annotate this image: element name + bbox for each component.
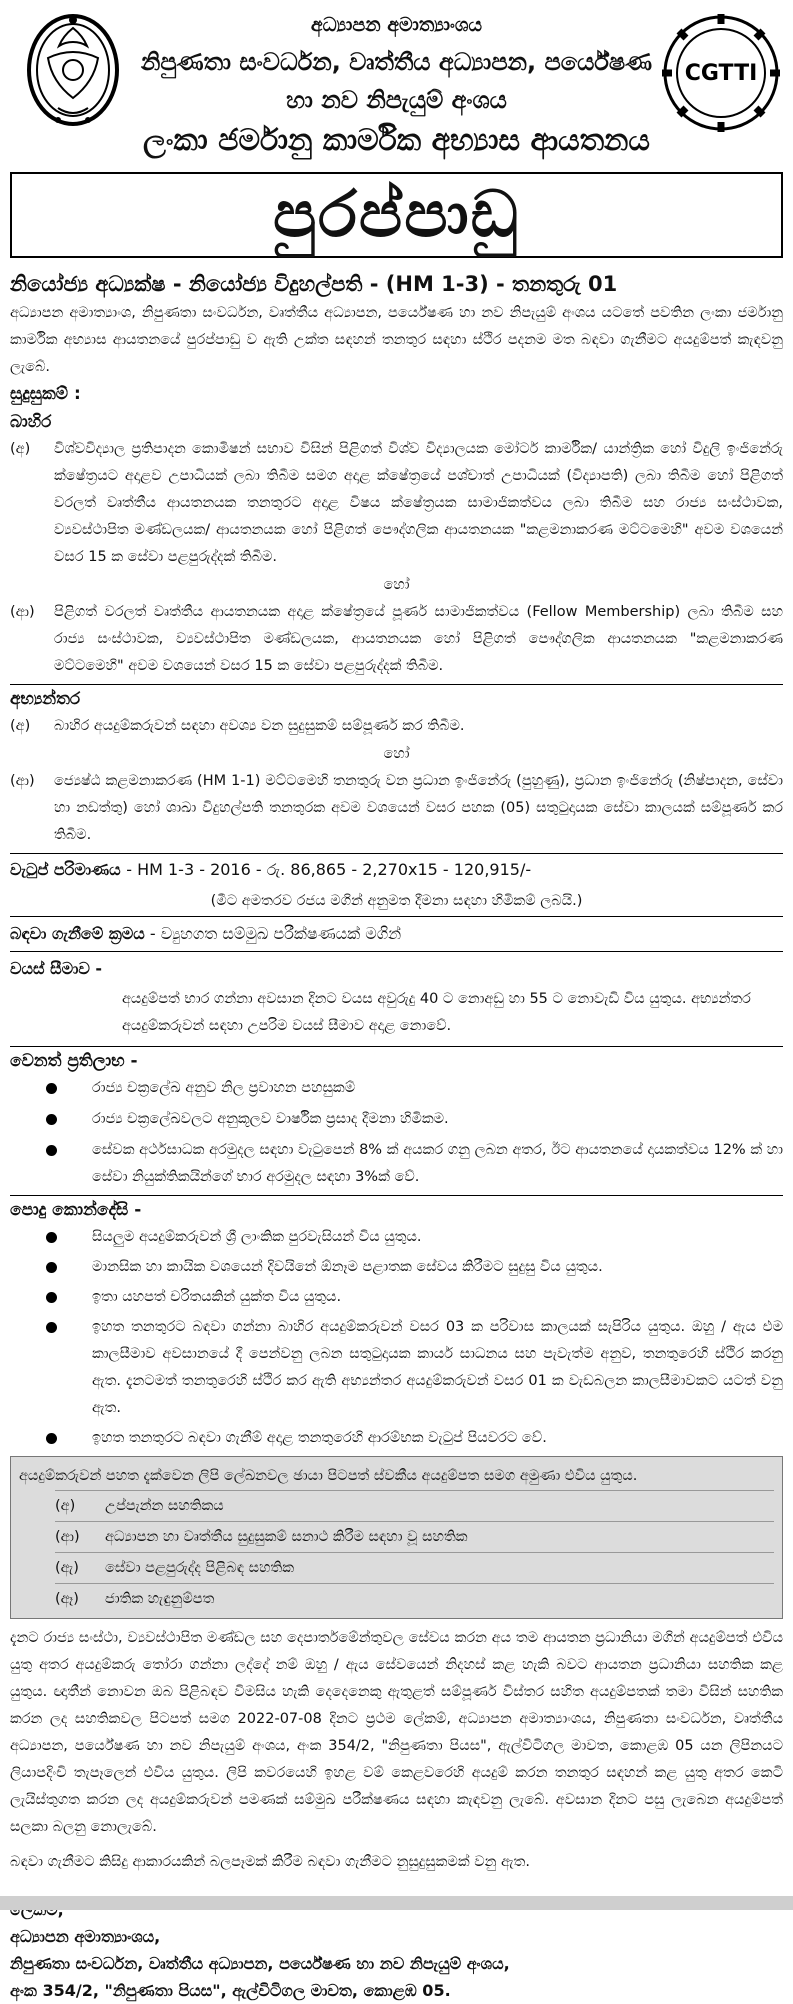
required-documents-box [10, 1456, 783, 1619]
item-mark: (ආ) [55, 1529, 80, 1545]
list-item [55, 1583, 774, 1614]
item-text: පිළිගත් වරලත් වෘත්තීය ආයතනයක අදාළ ක්ෂේත්‍රයේ පූර්ණ සාමාජිකත්වය (Fellow Membership) ලබා තිබීම සහ රාජ්‍ය සංස්ථාවක, ව්‍යවස්ථාපිත මණ්ඩලයක, ආයතනයක හෝ පිළිගත් පෞද්ගලික ආයතනයක "කළමනාකරණ මට්ටමෙහි" අවම වශයෙන් වසර 15 ක සේවා පළපුරුද්දක් තිබීම. [54, 604, 783, 674]
post-title: නියෝජ්‍ය අධ්‍යක්ෂ - නියෝජ්‍ය විදුහල්පති - (HM 1-3) - තනතුරු 01 [10, 272, 618, 296]
item-mark: (ආ) [10, 773, 35, 789]
bullet-icon [46, 1262, 57, 1273]
benefits-list [10, 1075, 783, 1191]
external-heading: බාහිර [10, 412, 52, 432]
list-item [10, 1075, 783, 1102]
footer-bar [0, 1896, 793, 1910]
item-text: ජ්‍යෙෂ්ඨ කළමනාකරණ (HM 1-1) මට්ටමෙහි තනතුරු වන ප්‍රධාන ඉංජිනේරු (පුහුණු), ප්‍රධාන ඉංජිනේරු (නිෂ්පාදන, සේවා හා නඩත්තු) හෝ ශාඛා විදුහල්පති තනතුරක අවම වශයෙන් වසර පහක (05) සතුටුදායක සේවා කාලයක් සම්පූර්ණ කර තිබීම. [54, 773, 783, 843]
or-separator: හෝ [383, 577, 410, 593]
internal-heading: අභ්‍යන්තර [10, 689, 81, 709]
list-item [55, 1490, 774, 1521]
condition-text: ඉහත තනතුරට බඳවා ගන්නා බාහිර අයදුම්කරුවන් වසර 03 ක පරිවාස කාලයක් සැපිරිය යුතුය. ඔහු / ඇය එම කාලසීමාව අවසානයේ දී පෙන්වනු ලබන සතුටුදායක කාර්ය සාධනය සහ පැවැත්ම අනුව, තනතුරෙහි ස්ථිර කරනු ඇත. දැනටමත් තනතුරෙහි ස්ථිර කර ඇති අභ්‍යන්තර අයදුම්කරුවන් වසර 01 ක වැඩබලන කාලසීමාවකට යටත් වනු ඇත. [92, 1319, 783, 1416]
application-instructions: දැනට රාජ්‍ය සංස්ථා, ව්‍යවස්ථාපිත මණ්ඩල සහ දෙපාර්තමේන්තුවල සේවය කරන අය තම ආයතන ප්‍රධානියා මගින් අයදුම්පත් එවිය යුතු අතර අයදුම්කරු තෝරා ගන්නා ලද්දේ නම් ඔහු / ඇය සේවයෙන් නිදහස් කළ හැකි බවට ආයතන ප්‍රධානියා සහතික කළ යුතුය. ඥාතීන් නොවන ඔබ පිළිබඳව විමසිය හැකි දෙදෙනෙකු ඇතුළත් සම්පූර්ණ විස්තර සහිත අයදුම්පතක් තමා විසින් සහතික කරන ලද සහතිකවල පිටපත් සමග 2022-07-08 දිනට ප්‍රථම ලේකම්, අධ්‍යාපන අමාත්‍යාංශය, නිපුණතා සංවර්ධන, වෘත්තීය අධ්‍යාපන, පර්යේෂණ හා නව නිපැයුම් අංශය, අංක 354/2, "නිපුණතා පියස", ඇල්විටිගල මාවත, කොළඹ 05 යන ලිපිනයට ලියාපදිංචි තැපෑලෙන් එවිය යුතුය. ලිපි කවරයෙහි ඉහළ වම් කෙළවරෙහි අයදුම් කරන තනතුර සඳහන් කළ යුතු අතර කෙටි ලැයිස්තුගත කරන ලද අයදුම්කරුවන් පමණක් සම්මුඛ පරීක්ෂණය සඳහා කැඳවනු ලැබේ. අවසාන දිනට පසු ලැබෙන අයදුම්පත් සලකා බලනු නොලැබේ. [10, 1630, 783, 1835]
vacancies-banner [10, 172, 783, 258]
bullet-icon [46, 1322, 57, 1333]
list-item [10, 1106, 783, 1133]
institute-name: ලංකා ජර්මානු කාර්මික අභ්‍යාස ආයතනය [143, 123, 650, 158]
document-text: ජාතික හැඳුනුම්පත [105, 1591, 215, 1607]
signature-line: අංක 354/2, "නිපුණතා පියස", ඇල්විටිගල මාවත, කොළඹ 05. [10, 1981, 451, 2000]
age-limit-label: වයස් සීමාව - [10, 959, 103, 978]
external-qualification-a [10, 436, 783, 571]
benefits-heading: වෙනත් ප්‍රතිලාභ - [10, 1051, 138, 1071]
bullet-icon [46, 1292, 57, 1303]
recruitment-method [10, 917, 783, 951]
signature-block [10, 1896, 783, 2004]
signature-line: නිපුණතා සංවර්ධන, වෘත්තීය අධ්‍යාපන, පර්යේෂණ හා නව නිපැයුම් අංශය, [10, 1954, 510, 1973]
bullet-icon [46, 1083, 57, 1094]
bullet-icon [46, 1433, 57, 1444]
list-item [10, 1284, 783, 1311]
final-note: බඳවා ගැනීමට කිසිදු ආකාරයකින් බලපෑමක් කිරීම බඳවා ගැනීමට නුසුදුසුකමක් වනු ඇත. [10, 1854, 531, 1870]
item-mark: (අ) [10, 718, 31, 734]
document-text: අධ්‍යාපන හා වෘත්තීය සුදුසුකම් සනාථ කිරීම සඳහා වූ සහතික [105, 1529, 468, 1545]
condition-text: ඉතා යහපත් චරිතයකින් යුක්ත විය යුතුය. [92, 1289, 342, 1305]
division-name-line2: හා නව නිපැයුම් අංශය [286, 86, 507, 114]
condition-text: ඉහත තනතුරට බඳවා ගැනීම් අදාළ තනතුරෙහි ආරම්භක වැටුප් පියවරට වේ. [92, 1430, 547, 1446]
list-item [10, 1425, 783, 1452]
item-mark: (ආ) [10, 604, 35, 620]
external-qualification-b [10, 599, 783, 680]
advertisement-page [10, 0, 783, 2004]
list-item [10, 1254, 783, 1281]
banner-title: පුරප්පාඩු [272, 178, 521, 252]
list-item [55, 1521, 774, 1552]
item-text: බාහිර අයදුම්කරුවන් සඳහා අවශ්‍ය වන සුදුසුකම් සම්පූර්ණ කර තිබීම. [54, 718, 465, 734]
item-text: විශ්වවිද්‍යාල ප්‍රතිපාදන කොමිෂන් සභාව විසින් පිළිගත් විශ්ව විද්‍යාලයක මෝටර් කාර්මික/ යාන්ත්‍රික හෝ විදුලි ඉංජිනේරු ක්ෂේත්‍රයට අදාළව උපාධියක් ලබා තිබීම සමග අදාළ ක්ෂේත්‍රයේ පශ්චාත් උපාධියක් (විද්‍යාපති) ලබා තිබීම හෝ පිළිගත් වරලත් වෘත්තීය ආයතනයක තනතුරට අදාළ විෂය ක්ෂේත්‍රයක සාමාජිකත්වය ලබා තිබීම සහ රාජ්‍ය සංස්ථාවක, ව්‍යවස්ථාපිත මණ්ඩලයක/ ආයතනයක හෝ පිළිගත් පෞද්ගලික ආයතනයක "කළමනාකරණ මට්ටමෙහි" අවම වශයෙන් වසර 15 ක සේවා පළපුරුද්දක් තිබීම. [54, 441, 783, 565]
condition-text: මානසික හා කායික වශයෙන් දිවයිනේ ඕනෑම පළාතක සේවය කිරීමට සුදුසු විය යුතුය. [92, 1259, 603, 1275]
salary-scale [10, 854, 783, 886]
qualifications-heading: සුදුසුකම් : [10, 384, 81, 404]
or-separator: හෝ [383, 746, 410, 762]
benefit-text: සේවක අර්ථසාධක අරමුදල සඳහා වැටුපෙන් 8% ක් අයකර ගනු ලබන අතර, ඊට ආයතනයේ දායකත්වය 12% ක් හා සේවා නියුක්තිකයින්ගේ භාර අරමුදල සඳහා 3%ක් වේ. [92, 1142, 783, 1185]
document-text: සේවා පළපුරුද්ද පිළිබඳ සහතික [105, 1560, 295, 1576]
salary-label: වැටුප් පරිමාණය [10, 860, 121, 879]
division-name-line1: නිපුණතා සංවර්ධන, වෘත්තීය අධ්‍යාපන, පර්යේෂණ [140, 48, 653, 76]
bullet-icon [46, 1145, 57, 1156]
internal-qualification-a [10, 713, 783, 740]
salary-value: - HM 1-3 - 2016 - රු. 86,865 - 2,270x15 - 120,915/- [126, 860, 532, 879]
list-item [10, 1137, 783, 1191]
cgtti-logo-icon [660, 12, 782, 134]
list-item [10, 1314, 783, 1422]
age-limit-heading [10, 952, 783, 986]
recruitment-value: - ව්‍යුහගත සම්මුඛ පරීක්ෂණයක් මගින් [149, 924, 402, 943]
list-item [55, 1552, 774, 1583]
age-limit-text: අයදුම්පත් භාර ගන්නා අවසාන දිනට වයස අවුරුදු 40 ට නොඅඩු හා 55 ට නොවැඩි විය යුතුය. අභ්‍යන්තර අයදුම්කරුවන් සඳහා උපරිම වයස් සීමාව අදාළ නොවේ. [122, 991, 751, 1034]
general-conditions-heading: පොදු කොන්දේසි - [10, 1200, 142, 1220]
item-mark: (අ) [10, 441, 31, 457]
internal-qualification-b [10, 768, 783, 849]
intro-paragraph: අධ්‍යාපන අමාත්‍යාංශ, නිපුණතා සංවර්ධන, වෘත්තීය අධ්‍යාපන, පර්යේෂණ හා නව නිපැයුම් අංශය යටතේ පවතින ලංකා ජර්මානු කාර්මික අභ්‍යාස ආයතනයේ පුරප්පාඩු ව ඇති උක්ත සඳහන් තනතුර සඳහා ස්ථිර පදනම මත බඳවා ගැනීමට අයදුම්පත් කැඳවනු ලැබේ. [10, 305, 783, 375]
documents-heading: අයදුම්කරුවන් පහත දැක්වෙන ලිපි ලේඛනවල ඡායා පිටපත් ස්වකීය අයදුම්පත සමග අමුණා එවිය යුතුය. [19, 1468, 638, 1484]
signature-line: අධ්‍යාපන අමාත්‍යාංශය, [10, 1927, 161, 1946]
salary-note: (මීට අමතරව රජය මගින් අනුමත දීමනා සඳහා හිමිකම් ලබයි.) [210, 893, 583, 909]
logo-lettering: CGTTI [684, 61, 758, 86]
list-item [10, 1224, 783, 1251]
condition-text: සියලුම අයදුම්කරුවන් ශ්‍රී ලාංකික පුරවැසියන් විය යුතුය. [92, 1229, 422, 1245]
document-text: උප්පැන්න සහතිකය [105, 1498, 224, 1514]
item-mark: (අ) [55, 1498, 76, 1514]
sri-lanka-emblem-icon [18, 8, 128, 138]
item-mark: (ඇ) [55, 1560, 79, 1576]
bullet-icon [46, 1232, 57, 1243]
ministry-name: අධ්‍යාපන අමාත්‍යාංශය [310, 14, 483, 36]
benefit-text: රාජ්‍ය චක්‍රලේඛ අනුව නිල ප්‍රවාහන පහසුකම් [92, 1080, 356, 1096]
general-conditions-list [10, 1224, 783, 1452]
bullet-icon [46, 1114, 57, 1125]
item-mark: (ඈ) [55, 1591, 79, 1607]
recruitment-label: බඳවා ගැනීමේ ක්‍රමය [10, 924, 145, 943]
benefit-text: රාජ්‍ය චක්‍රලේඛවලට අනුකූලව වාර්ෂික ප්‍රසාද දීමනා හිමිකම. [92, 1111, 449, 1127]
